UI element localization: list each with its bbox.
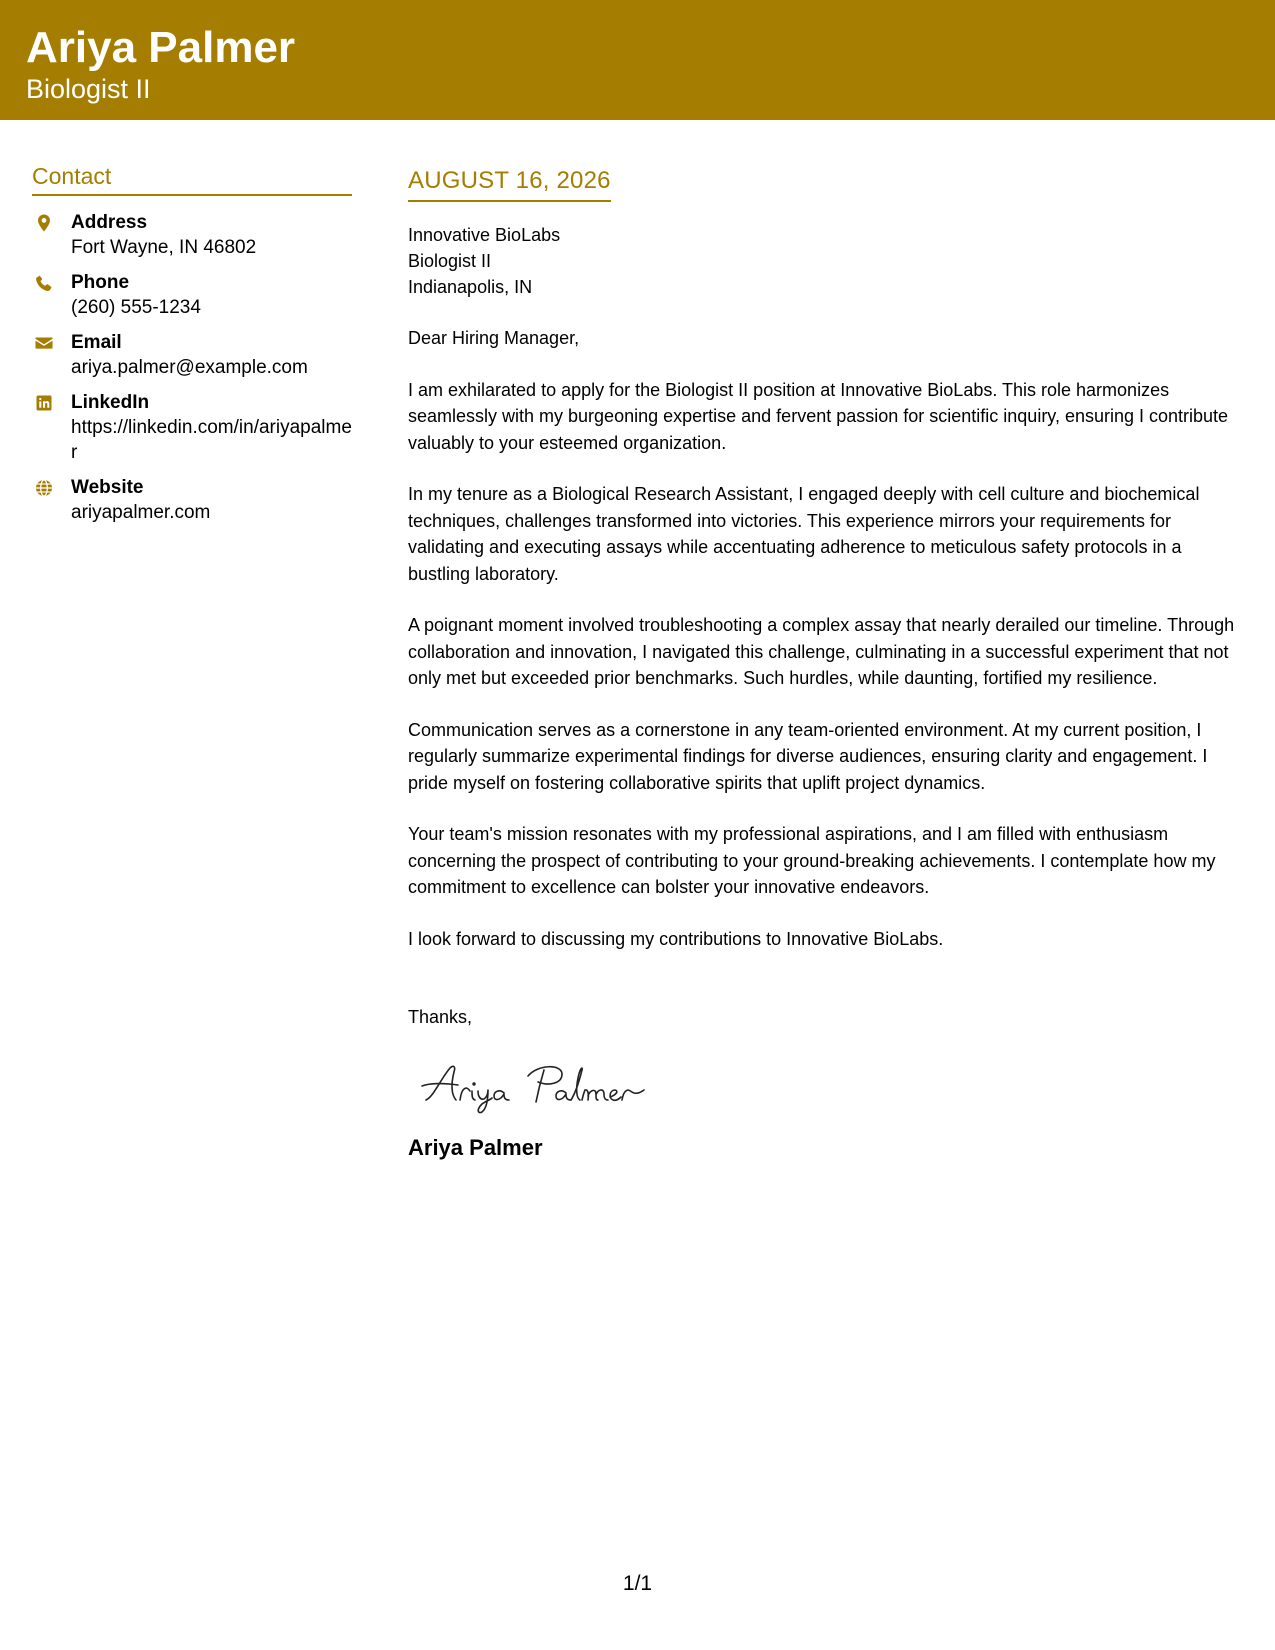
paragraph: Your team's mission resonates with my professional aspirations, and I am filled with enthusiasm concerning the prospect of contributing to your ground-breaking achievements. I contemplate how my commitment to excellence can bolster your innovative endeavors. (408, 824, 1216, 897)
address-label: Address (71, 212, 148, 233)
recipient-company: Innovative BioLabs (408, 225, 561, 245)
website-value[interactable]: ariyapalmer.com (71, 502, 211, 523)
phone-label: Phone (71, 272, 130, 293)
email-label: Email (71, 332, 122, 353)
phone-icon (34, 273, 54, 293)
header-banner (0, 0, 1275, 120)
salutation: Dear Hiring Manager, (408, 328, 580, 348)
contact-item-address (32, 210, 352, 260)
linkedin-icon (34, 393, 54, 413)
closing: Thanks, (408, 1007, 473, 1027)
linkedin-label: LinkedIn (71, 392, 150, 413)
recipient-position: Biologist II (408, 251, 492, 271)
website-label: Website (71, 477, 144, 498)
page-number: 1/1 (622, 1572, 653, 1595)
phone-value: (260) 555-1234 (71, 297, 201, 318)
paragraph: I look forward to discussing my contributions to Innovative BioLabs. (408, 928, 944, 949)
letter-date: AUGUST 16, 2026 (408, 165, 611, 202)
applicant-role: Biologist II (26, 74, 151, 104)
signer-name: Ariya Palmer (408, 1135, 543, 1160)
contact-item-linkedin (32, 390, 352, 465)
contact-sidebar (32, 160, 352, 535)
address-value: Fort Wayne, IN 46802 (71, 237, 257, 258)
handwritten-signature (420, 1056, 670, 1116)
contact-item-phone (32, 270, 352, 320)
paragraph: In my tenure as a Biological Research Assistant, I engaged deeply with cell culture and biochemical techniques, challenges transformed into victories. This experience mirrors your requirements for validating and executing assays while accentuating adherence to meticulous safety protocols in a bustling laboratory. (408, 484, 1200, 584)
applicant-name: Ariya Palmer (26, 23, 296, 72)
recipient-location: Indianapolis, IN (408, 277, 533, 297)
paragraph: A poignant moment involved troubleshooting a complex assay that nearly derailed our timeline. Through collaboration and innovation, I navigated this challenge, culminating in a successful experiment that not only met but exceeded prior benchmarks. Such hurdles, while daunting, fortified my resilience. (408, 615, 1235, 688)
paragraph: I am exhilarated to apply for the Biologist II position at Innovative BioLabs. This role harmonizes seamlessly with my burgeoning expertise and fervent passion for scientific inquiry, ensuring I contribute valuably to your esteemed organization. (408, 379, 1229, 453)
paragraph: Communication serves as a cornerstone in any team-oriented environment. At my current position, I regularly summarize experimental findings for diverse audiences, ensuring clarity and engagement. I pride myself on fostering collaborative spirits that uplift project dynamics. (408, 719, 1208, 793)
globe-icon (34, 478, 54, 498)
contact-item-website (32, 475, 352, 525)
letter-body (408, 165, 1248, 1163)
linkedin-value[interactable]: https://linkedin.com/in/ariyapalmer (71, 417, 352, 463)
contact-item-email (32, 330, 352, 380)
map-pin-icon (34, 213, 54, 233)
contact-section-title: Contact (32, 160, 352, 196)
email-value[interactable]: ariya.palmer@example.com (71, 357, 308, 378)
envelope-icon (34, 333, 54, 353)
recipient-block (408, 222, 1248, 300)
